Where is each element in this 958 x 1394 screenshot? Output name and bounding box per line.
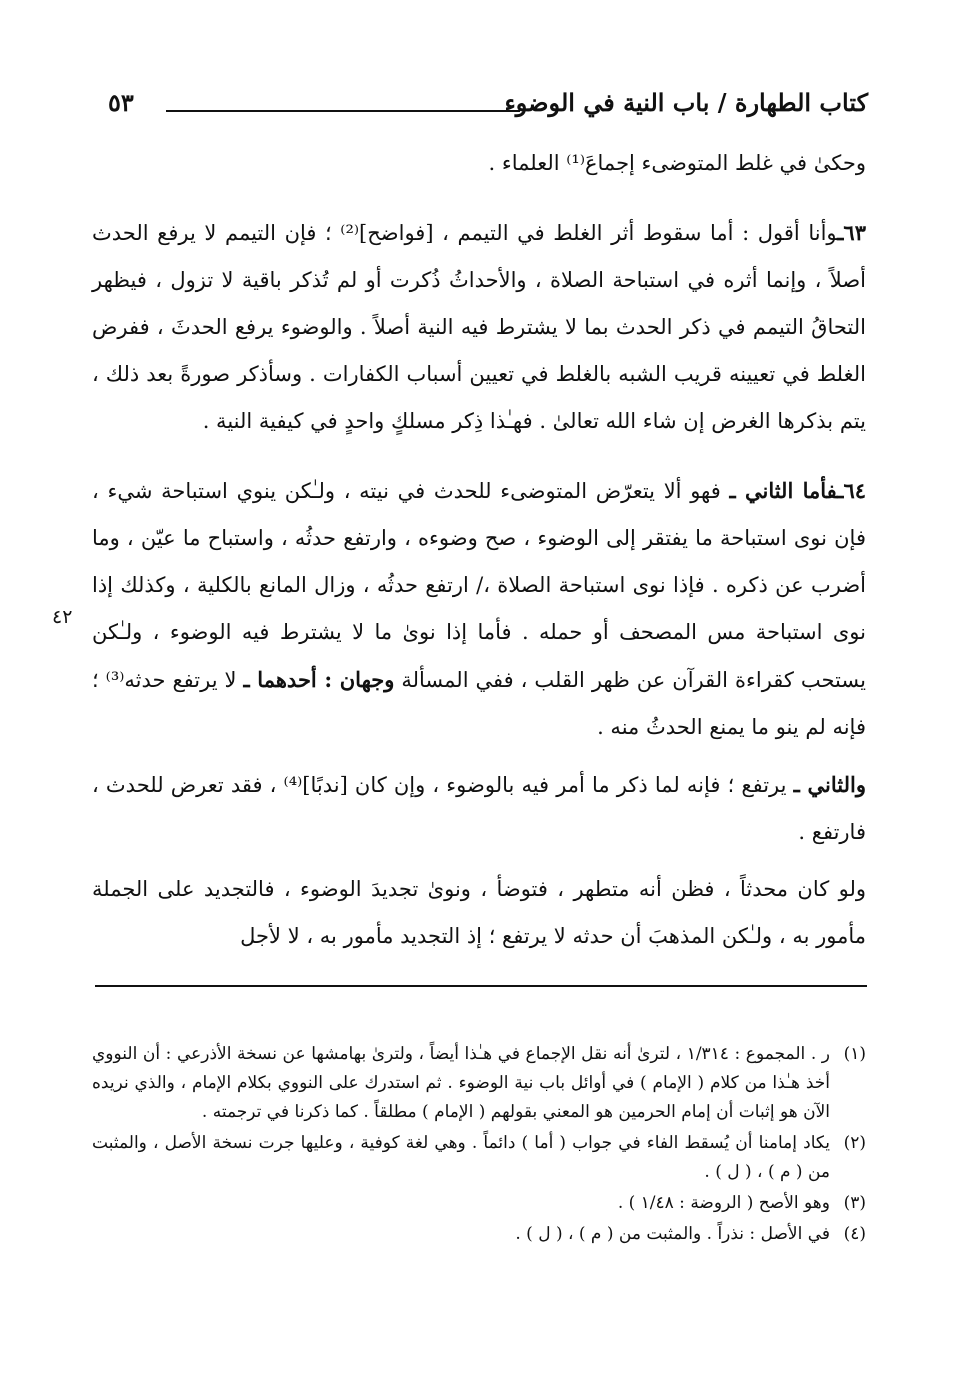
footnote-rule bbox=[95, 985, 867, 987]
paragraph-number-64: ٦٤ـ bbox=[837, 478, 866, 503]
running-header bbox=[108, 88, 868, 128]
paragraph-second-text: يرتفع ؛ فإنه لما ذكر ما أمر فيه بالوضوء ، وإن كان [ندبًا]⁽⁴⁾ ، فقد تعرض للحدث ، فارتفع . bbox=[92, 773, 866, 844]
footnote-2-number: (٢) bbox=[843, 1133, 866, 1153]
intro-line: وحكىٰ في غلط المتوضىء إجماعَ⁽¹⁾ العلماء . bbox=[488, 151, 866, 175]
paragraph-63-text: وأنا أقول : أما سقوط أثر الغلط في التيمم ، [فواضح]⁽²⁾ ؛ فإن التيمم لا يرفع الحدث أصلاً ، وإنما أثره في استباحة الصلاة ، والأحداثُ ذُكرت أو لم تُذكر باقية لا تزول ، فيظهر التحاقُ التيمم في ذكر الحدث بما لا يشترط فيه النية أصلاً . والوضوء يرفع الحدثَ ، ففرض الغلط في تعيينه قريب الشبه بالغلط في تعيين أسباب الكفارات . وسأذكر صورةً بعد ذلك ، يتم بذكرها الغرض إن شاء الله تعالىٰ . فهـٰذا ذِكر مسلكٍ واحدٍ في كيفية النية . bbox=[92, 221, 866, 433]
paragraph-second bbox=[92, 761, 866, 856]
footnote-1-text: ر . المجموع : ١/٣١٤ ، لترىٰ أنه نقل الإجماع في هـٰذا أيضاً ، ولترىٰ بهامشها عن نسخة الأذرعي : أن النووي أخذ هـٰذا من كلام ( الإمام ) في أوائل باب نية الوضوء . ثم استدرك على النووي بكلام الإمام ، والذي نريده الآن هو إثبات أن إمام الحرمين هو المعني بقولهم ( الإمام ) مطلقاً . كما ذكرنا في ترجمته . bbox=[92, 1044, 830, 1122]
footnote-2-text: يكاد إمامنا أن يُسقط الفاء في جواب ( أما ) دائماً . وهي لغة كوفية ، وعليها جرت نسخة الأصل ، والمثبت من ( م ) ، ( ل ) . bbox=[92, 1133, 830, 1182]
margin-folio-note: ٤٢ bbox=[52, 606, 73, 628]
paragraph-64-lead: فأما الثاني ـ bbox=[729, 478, 838, 503]
paragraph-64-end-text: لا يرتفع حدثه⁽³⁾ ؛ فإنه لم ينو ما يمنع الحدثُ منه . bbox=[92, 668, 866, 739]
page-number: ٥٣ bbox=[108, 88, 134, 117]
main-text bbox=[92, 140, 866, 960]
footnote-4 bbox=[92, 1220, 866, 1249]
header-title: كتاب الطهارة / باب النية في الوضوء bbox=[504, 88, 868, 117]
paragraph-number-63: ٦٣ـ bbox=[837, 220, 866, 245]
footnote-4-number: (٤) bbox=[843, 1224, 866, 1244]
paragraph-63 bbox=[92, 209, 866, 445]
footnote-3-text: وهو الأصح ( الروضة : ١/٤٨ ) . bbox=[617, 1193, 830, 1213]
footnote-1-number: (١) bbox=[843, 1044, 866, 1064]
paragraph-64 bbox=[92, 467, 866, 751]
paragraph-64-text: فهو ألا يتعرّض المتوضىء للحدث في نيته ، ولـٰكن ينوي استباحة شيء ، فإن نوى استباحة ما يفتقر إلى الوضوء ، صح وضوءه ، وارتفع حدثُه ، واستباح ما عيّن ، وما أضرب عن ذكره . فإذا نوى استباحة الصلاة ،/ ارتفع حدثُه ، وزال المانع بالكلية ، وكذلك إذا نوى استباحة مس المصحف أو حمله . فأما إذا نوىٰ ما لا يشترط فيه الوضوء ، ولـٰكن يستحب كقراءة القرآن عن ظهر القلب ، ففي المسألة bbox=[92, 479, 866, 692]
footnotes bbox=[92, 1040, 866, 1251]
footnote-3 bbox=[92, 1189, 866, 1218]
footnote-3-number: (٣) bbox=[843, 1193, 866, 1213]
paragraph-renewal: ولو كان محدثاً ، فظن أنه متطهر ، فتوضأ ، ونوىٰ تجديدَ الوضوء ، فالتجديد على الجملة مأمور به ، ولـٰكن المذهبَ أن حدثه لا يرتفع ؛ إذ التجديد مأمور به ، لا لأجل bbox=[92, 877, 866, 948]
paragraph-64-end-lead: وجهان : أحدهما ـ bbox=[243, 667, 395, 692]
paragraph-second-lead: والثاني ـ bbox=[793, 772, 866, 797]
footnote-2 bbox=[92, 1129, 866, 1187]
footnote-1 bbox=[92, 1040, 866, 1127]
header-rule bbox=[166, 110, 520, 112]
footnote-4-text: في الأصل : نذراً . والمثبت من ( م ) ، ( ل ) . bbox=[515, 1224, 830, 1244]
